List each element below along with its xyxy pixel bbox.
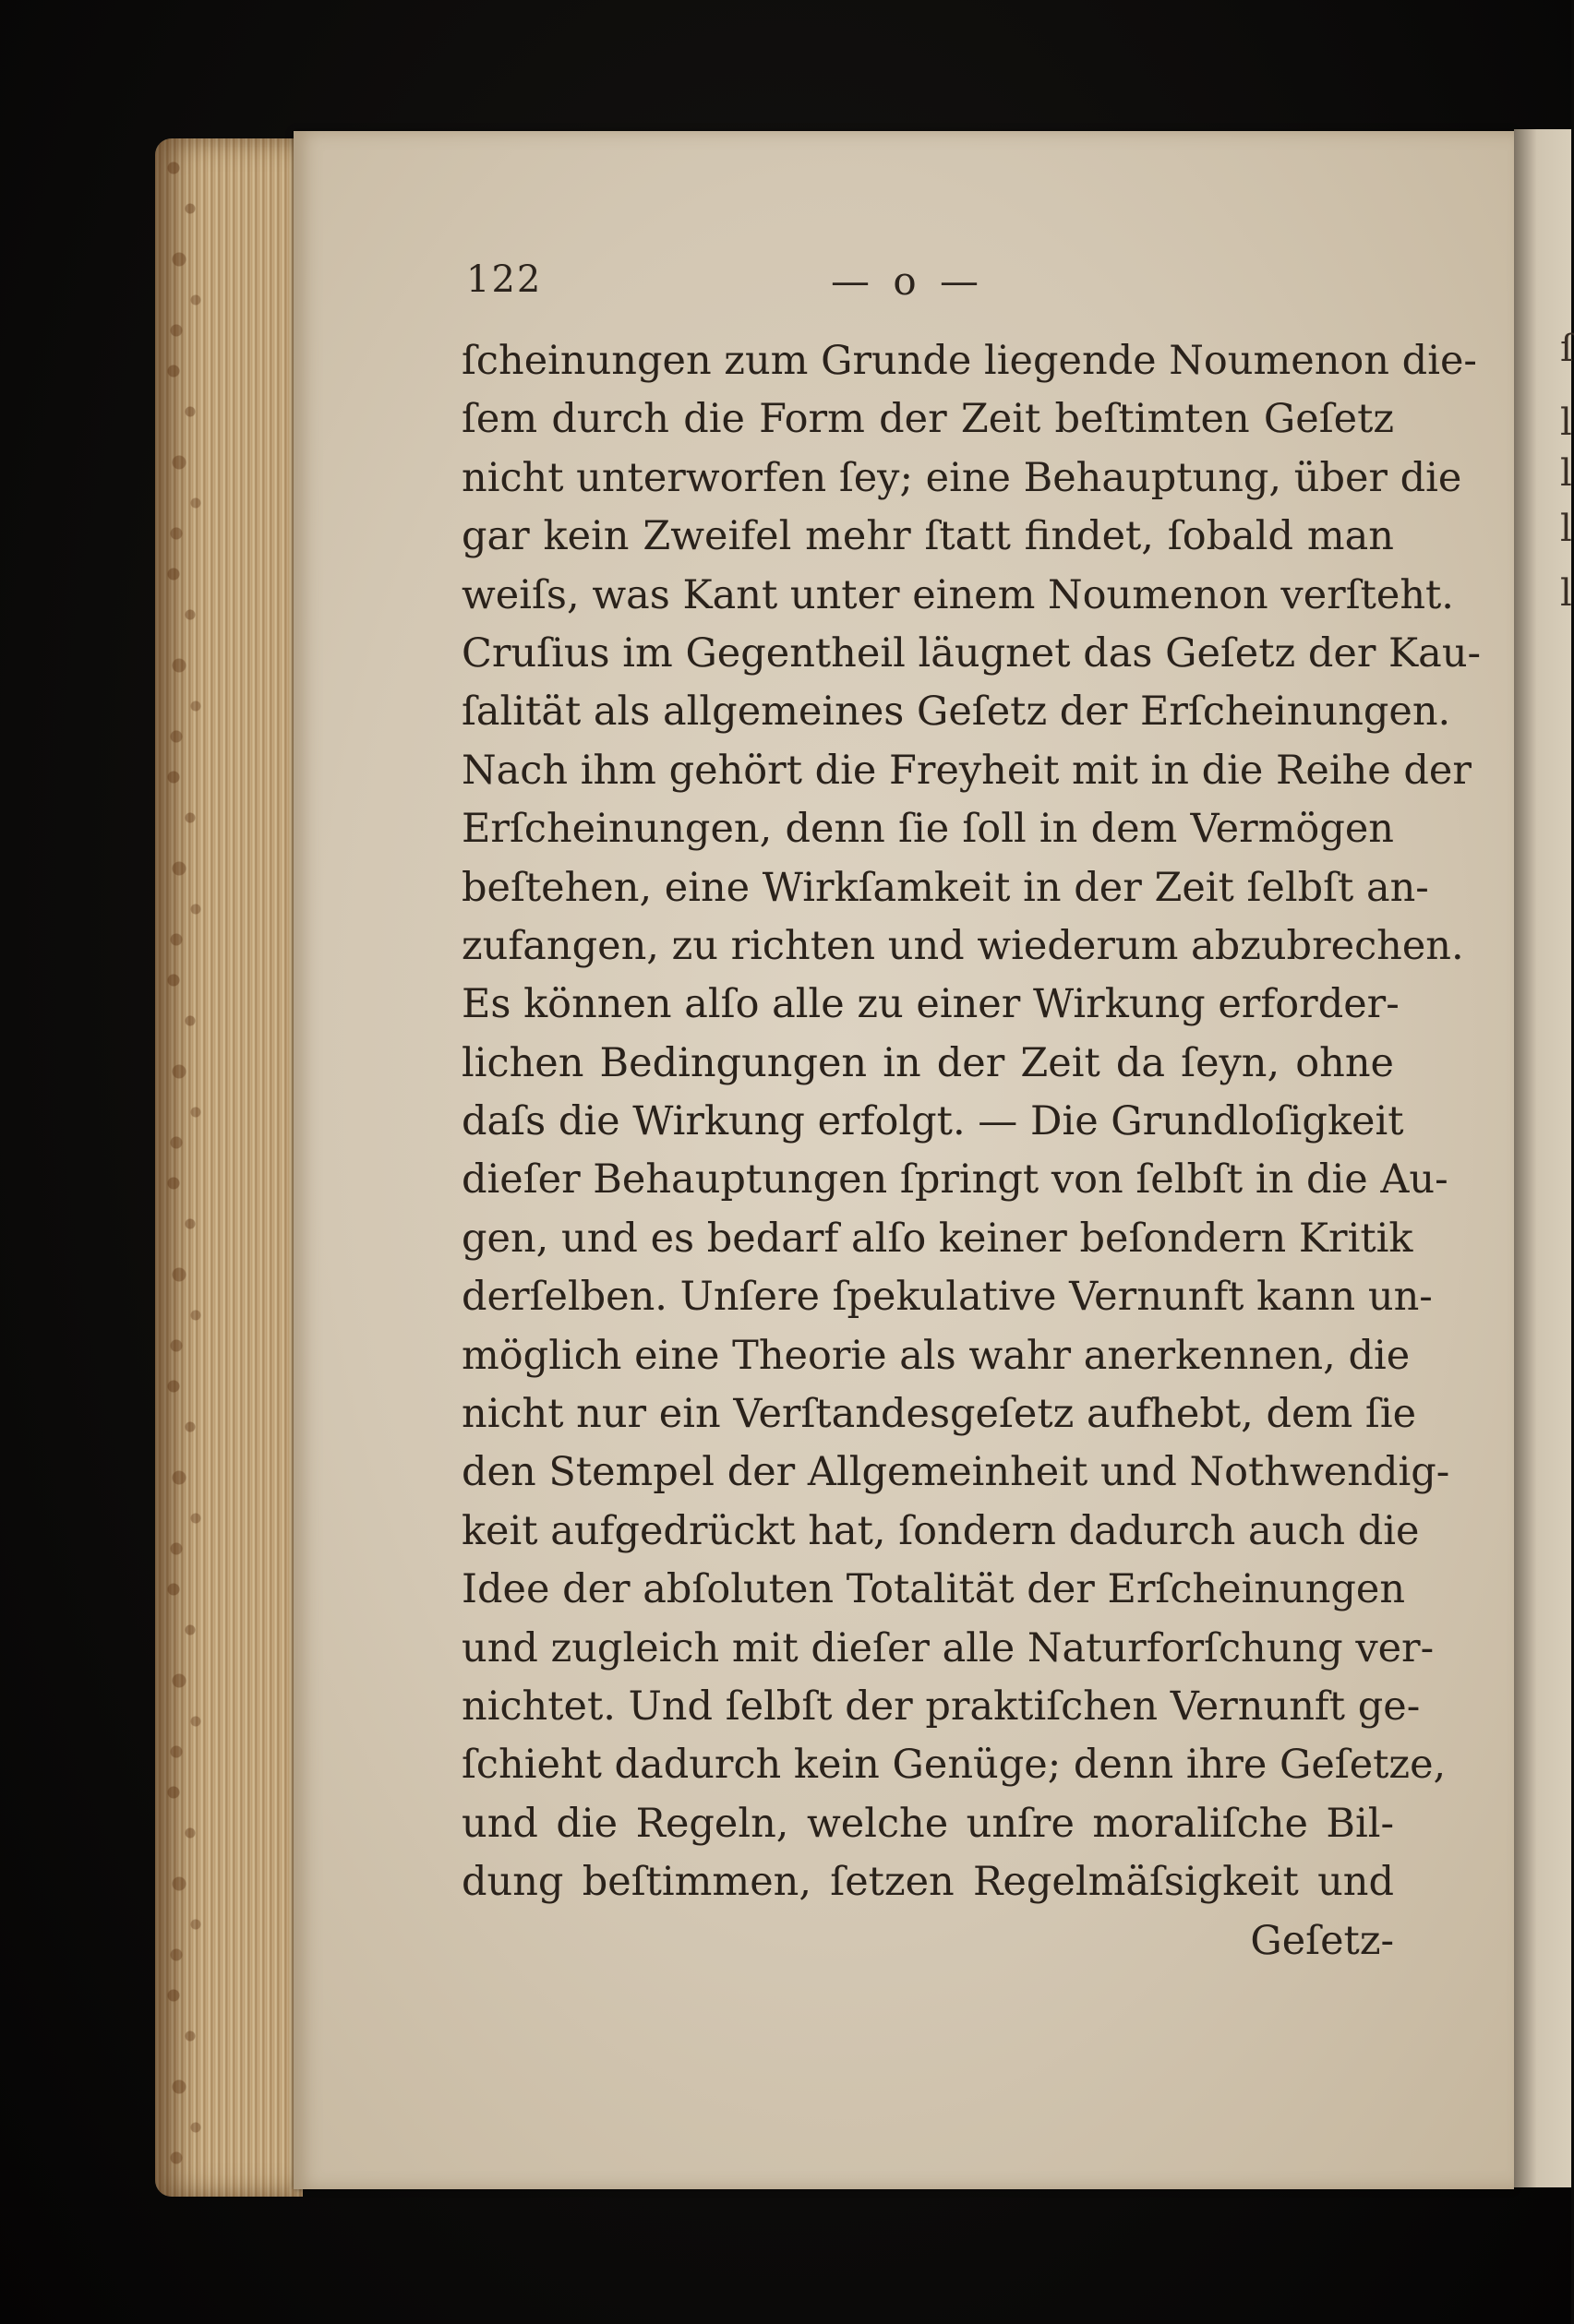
body-text <box>462 332 1482 1971</box>
text-line: dung beſtimmen, ſetzen Regelmäſsigkeit und <box>462 1859 1394 1906</box>
next-page-glyph: l <box>1560 508 1572 550</box>
page-header <box>466 258 1389 314</box>
text-line: möglich eine Theorie als wahr anerkennen, die <box>462 1332 1411 1379</box>
text-line: derſelben. Unſere ſpekulative Vernunft kann un- <box>462 1274 1433 1321</box>
text-line: keit aufgedrückt hat, ſondern dadurch auch die <box>462 1507 1420 1554</box>
text-line: und die Regeln, welche unſre moraliſche Bil- <box>462 1800 1394 1847</box>
text-line: ſcheinungen zum Grunde liegende Noumenon die- <box>462 338 1477 384</box>
text-line: Es können alſo alle zu einer Wirkung erforder- <box>462 981 1400 1028</box>
text-line: ſalität als allgemeines Geſetz der Erſcheinungen. <box>462 689 1451 736</box>
text-line: daſs die Wirkung erfolgt. — Die Grundloſigkeit <box>462 1098 1404 1145</box>
text-line: lichen Bedingungen in der Zeit da ſeyn, ohne <box>462 1039 1394 1086</box>
page-number: 122 <box>466 258 543 301</box>
text-line: nichtet. Und ſelbſt der praktiſchen Vernunft ge- <box>462 1683 1421 1730</box>
text-line: zufangen, zu richten und wiederum abzubrechen. <box>462 922 1464 969</box>
text-line: und zugleich mit dieſer alle Naturforſchung ver- <box>462 1624 1435 1671</box>
header-ornament: — o — <box>831 258 984 304</box>
text-line: ſchieht dadurch kein Genüge; denn ihre Geſetze, <box>462 1742 1447 1789</box>
text-line: ſem durch die Form der Zeit beſtimten Geſetz <box>462 396 1394 443</box>
next-page-glyph: l <box>1560 452 1572 495</box>
foxing-spots <box>157 148 212 2178</box>
next-page-glyph: ſ <box>1560 328 1574 370</box>
text-line: den Stempel der Allgemeinheit und Nothwendig- <box>462 1449 1450 1496</box>
text-line: Nach ihm gehört die Freyheit mit in die Reihe der <box>462 747 1472 794</box>
text-line: gen, und es bedarf alſo keiner beſondern Kritik <box>462 1215 1413 1262</box>
text-line: dieſer Behauptungen ſpringt von ſelbſt in die Au- <box>462 1156 1448 1204</box>
text-line: weiſs, was Kant unter einem Noumenon verſteht. <box>462 571 1454 618</box>
text-line: beſtehen, eine Wirkſamkeit in der Zeit ſelbſt an- <box>462 864 1429 911</box>
text-line: nicht nur ein Verſtandesgeſetz aufhebt, dem ſie <box>462 1391 1417 1438</box>
text-line: gar kein Zweifel mehr ſtatt findet, ſobald man <box>462 513 1394 560</box>
text-line: Erſcheinungen, denn ſie ſoll in dem Vermögen <box>462 806 1394 853</box>
text-line: Idee der abſoluten Totalität der Erſcheinungen <box>462 1566 1406 1613</box>
next-page-glyph: l <box>1560 401 1572 444</box>
text-line: Cruſius im Gegentheil läugnet das Geſetz der Kau- <box>462 629 1482 677</box>
catchword: Geſetz- <box>1250 1917 1394 1964</box>
text-line: nicht unterworfen ſey; eine Behauptung, über die <box>462 454 1462 501</box>
next-page-glyph: l <box>1560 572 1572 615</box>
